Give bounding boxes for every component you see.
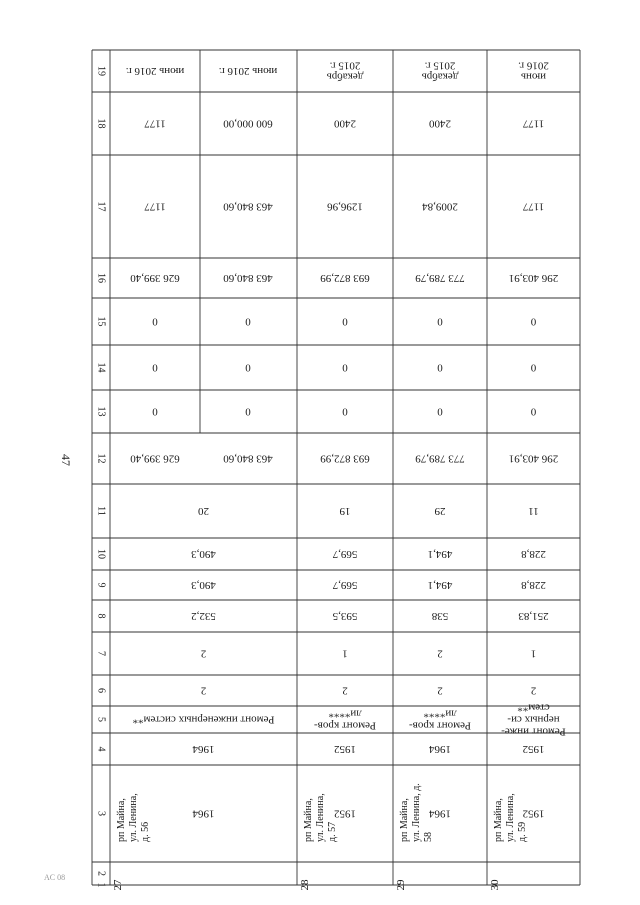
column-number-10: 10	[95, 549, 107, 559]
work-type-cell: Ремонт кров-ли****	[409, 707, 471, 732]
cell-col-13: 0	[437, 405, 443, 418]
column-number-19: 19	[95, 66, 107, 76]
cell-col-4: 1964	[429, 743, 451, 755]
column-number-9: 9	[95, 582, 107, 588]
column-number-12: 12	[95, 453, 107, 464]
cell-col-15: 0	[530, 315, 537, 328]
cell-col-15: 0	[245, 315, 251, 328]
cell-col-18: 600 000,00	[223, 117, 273, 130]
cell-col-10: 490,3	[191, 548, 216, 560]
cell-col-7: 2	[200, 647, 207, 660]
row-number-cell: 30	[489, 879, 501, 891]
cell-col-10: 228,8	[521, 548, 546, 560]
cell-col-13: 0	[530, 405, 537, 418]
cell-col-4: 1964	[192, 743, 215, 755]
cell-col-16: 693 872,99	[320, 272, 370, 284]
column-number-13: 13	[95, 406, 107, 417]
cell-col-3: 1952	[522, 807, 545, 820]
address-cell: рп Майна,ул. Ленина,д. 59	[493, 793, 528, 842]
cell-col-3: 1964	[192, 807, 215, 820]
column-number-11: 11	[95, 506, 107, 516]
cell-col-12: 296 403,91	[508, 452, 559, 465]
cell-col-13: 0	[245, 405, 251, 418]
cell-col-12: 463 840,60	[223, 452, 273, 465]
cell-col-15: 0	[152, 315, 158, 328]
cell-col-11: 11	[528, 505, 539, 517]
row-number-cell: 29	[395, 879, 407, 891]
table-grid	[92, 50, 580, 885]
column-number-7: 7	[95, 651, 107, 656]
cell-col-12: 626 399,40	[130, 452, 180, 465]
column-number-2: 2	[95, 871, 107, 876]
cell-col-17: 463 840,60	[223, 200, 273, 213]
cell-col-3: 1952	[334, 807, 356, 820]
cell-col-6: 2	[530, 684, 537, 697]
cell-col-14: 0	[437, 361, 443, 374]
column-number-1: 1	[95, 882, 107, 888]
work-type-cell: Ремонт кров-ли****	[314, 707, 376, 732]
cell-col-4: 1952	[522, 743, 545, 755]
cell-col-16: 296 403,91	[508, 272, 559, 284]
row-number-cell: 28	[299, 879, 311, 891]
work-type-cell: Ремонт инженерных систем**	[132, 713, 275, 726]
row-number-cell: 27	[112, 879, 124, 891]
date-cell: декабрь2015 г.	[326, 59, 364, 83]
cell-col-6: 2	[200, 684, 207, 697]
cell-col-19: июнь 2016 г.	[218, 65, 278, 77]
cell-col-4: 1952	[334, 743, 356, 755]
cell-col-11: 29	[434, 505, 446, 517]
cell-col-9: 490,3	[191, 579, 216, 591]
cell-col-6: 2	[342, 684, 348, 697]
cell-col-15: 0	[437, 315, 443, 328]
column-number-15: 15	[95, 316, 107, 327]
cell-col-18: 1177	[144, 117, 166, 130]
cell-col-14: 0	[245, 361, 251, 374]
cell-col-13: 0	[152, 405, 158, 418]
cell-col-6: 2	[437, 684, 443, 697]
cell-col-16: 773 789,79	[415, 272, 465, 284]
cell-col-17: 2009,84	[422, 200, 458, 213]
cell-col-9: 494,1	[427, 579, 453, 591]
cell-col-17: 1177	[522, 200, 545, 213]
cell-col-13: 0	[342, 405, 348, 418]
cell-col-8: 538	[431, 610, 449, 622]
column-number-18: 18	[95, 118, 107, 129]
cell-col-9: 569,7	[332, 579, 358, 591]
table-cells	[96, 60, 566, 891]
column-number-6: 6	[95, 688, 107, 693]
cell-col-7: 1	[530, 647, 537, 660]
cell-col-8: 593,5	[332, 610, 358, 622]
cell-col-7: 1	[342, 647, 348, 660]
date-cell: июнь2016 г.	[518, 59, 549, 83]
cell-col-9: 228,8	[521, 579, 546, 591]
date-cell: декабрь2015 г.	[421, 59, 459, 83]
corner-mark: AC 08	[44, 873, 66, 882]
cell-col-14: 0	[530, 361, 537, 374]
column-number-16: 16	[95, 273, 107, 283]
page-number-label: 47	[59, 454, 73, 466]
cell-col-11: 20	[198, 505, 209, 517]
cell-col-8: 251,83	[518, 610, 549, 622]
cell-col-14: 0	[152, 361, 158, 374]
cell-col-17: 1177	[144, 200, 166, 213]
cell-col-12: 693 872,99	[320, 452, 370, 465]
address-cell: рп Майна,ул. Ленина, д.58	[399, 783, 434, 842]
cell-col-16: 626 399,40	[130, 272, 180, 284]
cell-col-19: июнь 2016 г.	[125, 65, 185, 77]
column-number-8: 8	[95, 613, 107, 619]
address-cell: рп Майна,ул. Ленина,д. 57	[303, 793, 338, 842]
cell-col-18: 2400	[334, 117, 356, 130]
cell-col-11: 19	[339, 505, 351, 517]
cell-col-14: 0	[342, 361, 348, 374]
address-cell: рп Майна,ул. Ленина,д. 56	[116, 793, 151, 842]
cell-col-18: 1177	[522, 117, 545, 130]
column-number-4: 4	[95, 746, 107, 752]
cell-col-18: 2400	[429, 117, 451, 130]
cell-col-17: 1296,96	[327, 200, 363, 213]
work-type-cell: Ремонт инже-нерных си-стем**	[501, 701, 566, 738]
cell-col-10: 494,1	[427, 548, 453, 560]
column-number-14: 14	[95, 362, 107, 373]
cell-col-10: 569,7	[332, 548, 358, 560]
cell-col-3: 1964	[429, 807, 451, 820]
cell-col-12: 773 789,79	[415, 452, 465, 465]
cell-col-8: 532,2	[191, 610, 216, 622]
column-number-5: 5	[95, 717, 107, 722]
cell-col-16: 463 840,60	[223, 272, 273, 284]
column-number-3: 3	[95, 811, 107, 816]
cell-col-7: 2	[437, 647, 443, 660]
column-number-17: 17	[95, 201, 107, 212]
cell-col-15: 0	[342, 315, 348, 328]
